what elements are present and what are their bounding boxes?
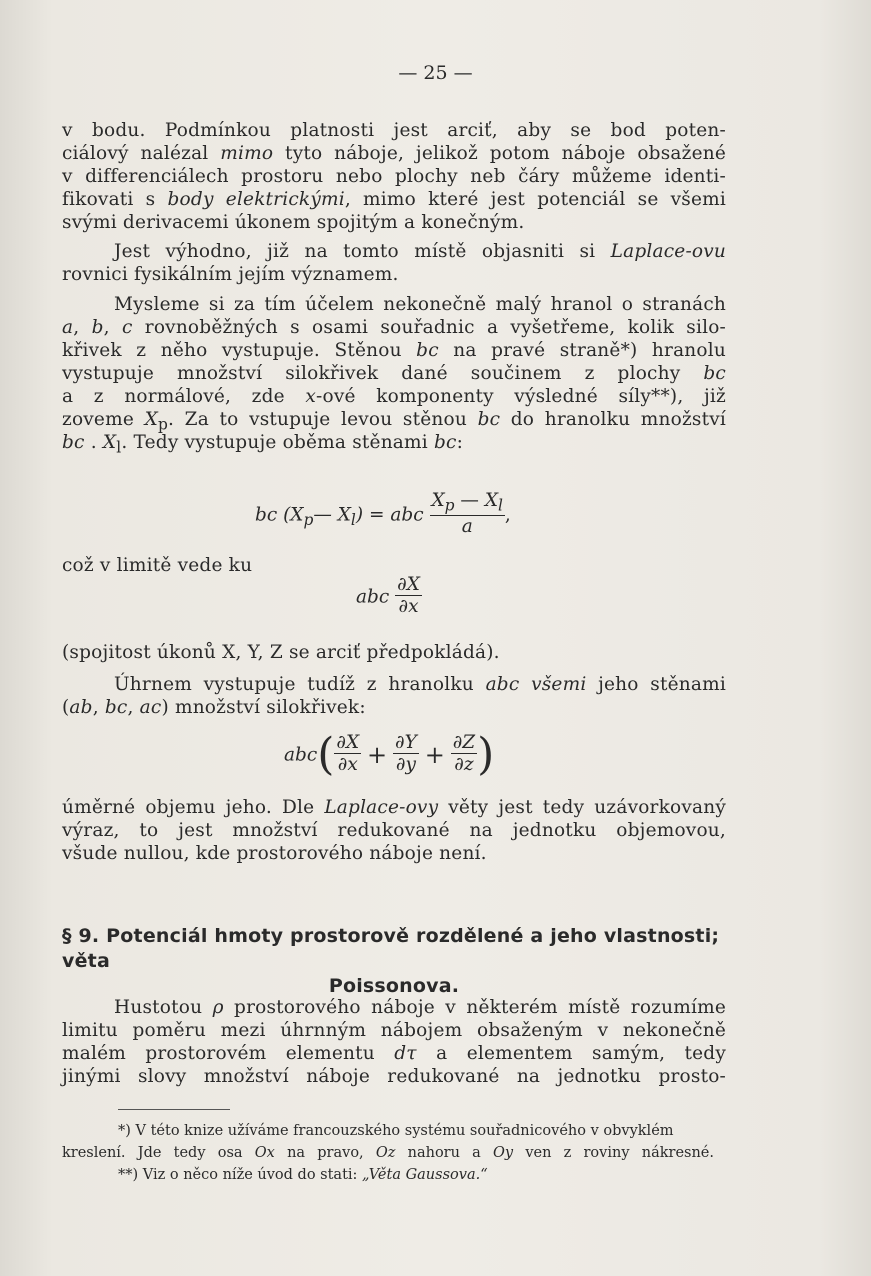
footnote-1: *) V této knize užíváme francouzského systému souřadnicového v obvyklém	[118, 1123, 674, 1139]
page-number: — 25 —	[398, 62, 473, 84]
text-line: výraz, to jest množství redukované na jednotku objemovou,	[62, 820, 726, 841]
text-line: jinými slovy množství náboje redukované na jednotku prosto-	[62, 1066, 726, 1087]
text-line: Jest výhodno, již na tomto místě objasniti si Laplace-ovu	[114, 241, 726, 262]
text-line: křivek z něho vystupuje. Stěnou bc na pravé straně*) hranolu	[62, 340, 726, 361]
text-line: (spojitost úkonů X, Y, Z se arciť předpokládá).	[62, 642, 500, 663]
text-line: úměrné objemu jeho. Dle Laplace-ovy věty jest tedy uzávorkovaný	[62, 797, 726, 818]
text-line: v bodu. Podmínkou platnosti jest arciť, aby se bod poten-	[62, 120, 726, 141]
text-line: a, b, c rovnoběžných s osami souřadnic a vyšetřeme, kolik silo-	[62, 317, 726, 338]
equation-divergence: abc( $\frac{\partial X}{\partial x}$ + $\frac{\partial Y}{\partial y}$ + $\frac{\partial Z}{\partial z}$ )	[284, 729, 495, 780]
text-line: ciálový nalézal mimo tyto náboje, jelikož potom náboje obsažené	[62, 143, 726, 164]
fraction: $\frac{\partial X}{\partial x}$	[336, 731, 360, 775]
text-line: fikovati s body elektrickými, mimo které jest potenciál se všemi	[62, 189, 726, 210]
footnote-1-cont: kreslení. Jde tedy osa Ox na pravo, Oz nahoru a Oy ven z roviny nákresné.	[62, 1145, 714, 1161]
text-line: Úhrnem vystupuje tudíž z hranolku abc všemi jeho stěnami	[114, 674, 726, 695]
text-line: všude nullou, kde prostorového náboje není.	[62, 843, 487, 864]
text-line: limitu poměru mezi úhrnným nábojem obsaženým v nekonečně	[62, 1020, 726, 1041]
text-line: v differenciálech prostoru nebo plochy neb čáry můžeme identi-	[62, 166, 726, 187]
fraction: $\frac{\partial X}{\partial x}$	[397, 574, 420, 617]
text-line: bc . $X_l$. Tedy vystupuje oběma stěnami bc:	[62, 432, 464, 457]
equation-difference: bc ($X_p—$ $X_l$) = abc $\frac{X_p — X_l}{a}$ ,	[255, 490, 511, 537]
fraction: $\frac{\partial Z}{\partial z}$	[452, 731, 476, 775]
fraction: $\frac{X_p — X_l}{a}$	[431, 490, 503, 537]
text-line: a z normálové, zde x-ové komponenty výsledné síly**), již	[62, 386, 726, 407]
text-line: Hustotou ρ prostorového náboje v některém místě rozumíme	[114, 997, 726, 1018]
text-line: svými derivacemi úkonem spojitým a konečným.	[62, 212, 525, 233]
equation-limit: abc $\frac{\partial X}{\partial x}$	[356, 574, 420, 617]
section-heading	[62, 924, 726, 999]
footnote-2: **) Viz o něco níže úvod do stati: „Věta Gaussova.“	[118, 1167, 488, 1183]
fraction: $\frac{\partial Y}{\partial y}$	[395, 731, 417, 775]
text-line: rovnici fysikálním jejím významem.	[62, 264, 399, 285]
text-line: (ab, bc, ac) množství silokřivek:	[62, 697, 366, 718]
footnote-rule	[118, 1109, 230, 1110]
text-line: což v limitě vede ku	[62, 555, 253, 576]
text-line: malém prostorovém elementu dτ a elementem samým, tedy	[62, 1043, 726, 1064]
text-line: vystupuje množství silokřivek dané součinem z plochy bc	[62, 363, 726, 384]
section-heading-line: Poissonova.	[328, 975, 460, 997]
text-line: zoveme $X_p$. Za to vstupuje levou stěnou bc do hranolku množství	[62, 409, 727, 434]
section-heading-line: § 9. Potenciál hmoty prostorově rozdělené a jeho vlastnosti; věta	[62, 925, 720, 972]
text-line: Mysleme si za tím účelem nekonečně malý hranol o stranách	[114, 294, 726, 315]
